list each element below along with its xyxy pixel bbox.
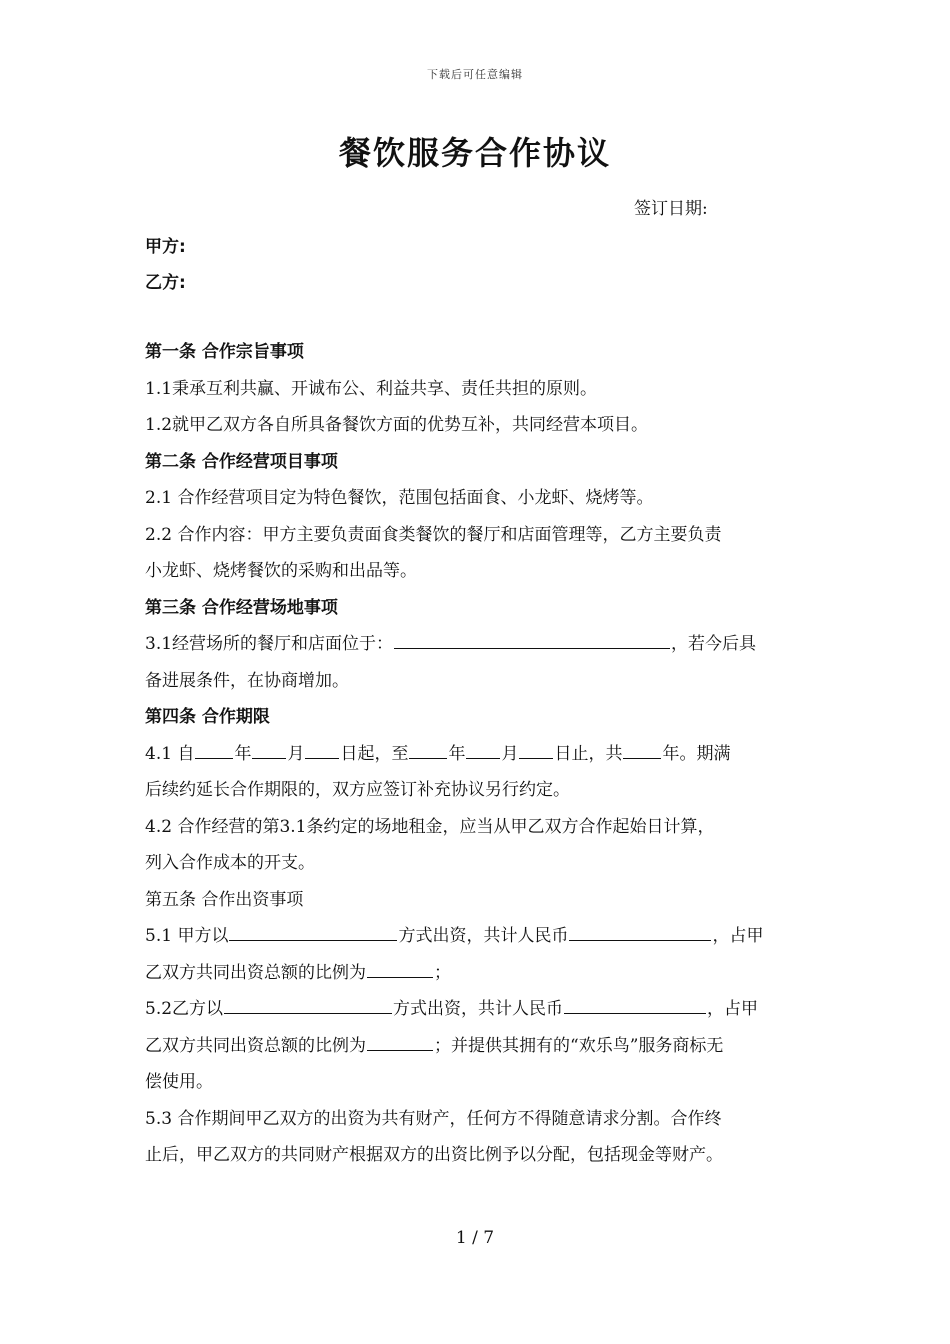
clause-2-2-line-1: 2.2 合作内容：甲方主要负责面食类餐饮的餐厅和店面管理等，乙方主要负责 — [145, 524, 722, 545]
clause-3-1-text-a: 3.1经营场所的餐厅和店面位于： — [145, 634, 394, 654]
clause-2-2-line-2: 小龙虾、烧烤餐饮的采购和出品等。 — [145, 561, 417, 581]
clause-5-1-ratio-text: 乙双方共同出资总额的比例为 — [145, 962, 366, 983]
clause-5-2-text-a: 5.2乙方以 — [145, 999, 224, 1019]
day-to-label: 日止，共 — [554, 743, 623, 764]
end-day-blank[interactable] — [519, 741, 553, 759]
clause-4-2-line-2: 列入合作成本的开支。 — [145, 853, 315, 873]
years-end-label: 年。期满 — [662, 743, 731, 764]
clause-5-2-text-b: 方式出资，共计人民币 — [393, 999, 564, 1019]
sign-date-label: 签订日期: — [634, 199, 708, 219]
party-b-method-blank[interactable] — [224, 996, 392, 1014]
clause-5-2-line-3: 偿使用。 — [145, 1072, 213, 1092]
year-label: 年 — [448, 743, 466, 764]
clause-1-2: 1.2就甲乙双方各自所具备餐饮方面的优势互补，共同经营本项目。 — [145, 415, 649, 435]
end-year-blank[interactable] — [409, 741, 447, 759]
article-2-heading: 第二条 合作经营项目事项 — [145, 451, 338, 472]
clause-4-1-line-1 — [145, 736, 807, 773]
clause-5-1-line-1 — [145, 918, 807, 955]
clause-4-1-line-2: 后续约延长合作期限的，双方应签订补充协议另行约定。 — [145, 780, 570, 800]
clause-4-2-line-1: 4.2 合作经营的第3.1条约定的场地租金，应当从甲乙双方合作起始日计算， — [145, 816, 715, 837]
document-title: 餐饮服务合作协议 — [338, 134, 611, 172]
clause-5-2-ratio-text: 乙双方共同出资总额的比例为 — [145, 1035, 366, 1056]
clause-5-2-trademark-text: ；并提供其拥有的“欢乐鸟”服务商标无 — [434, 1035, 724, 1056]
party-a-amount-blank[interactable] — [569, 923, 711, 941]
clause-2-1: 2.1 合作经营项目定为特色餐饮，范围包括面食、小龙虾、烧烤等。 — [145, 488, 654, 508]
article-1-heading: 第一条 合作宗旨事项 — [145, 342, 304, 362]
clause-1-1: 1.1秉承互利共赢、开诚布公、利益共享、责任共担的原则。 — [145, 378, 598, 399]
clause-5-1-text-c: ，占甲 — [712, 926, 764, 946]
total-years-blank[interactable] — [623, 741, 661, 759]
clause-5-3-line-2: 止后，甲乙双方的共同财产根据双方的出资比例予以分配，包括现金等财产。 — [145, 1145, 723, 1165]
start-month-blank[interactable] — [252, 741, 286, 759]
article-3-heading: 第三条 合作经营场地事项 — [145, 597, 338, 618]
party-b-amount-blank[interactable] — [564, 996, 706, 1014]
month-label: 月 — [287, 743, 305, 764]
article-4-heading: 第四条 合作期限 — [145, 707, 270, 727]
clause-4-1-prefix: 4.1 自 — [145, 743, 195, 764]
party-a-method-blank[interactable] — [229, 923, 397, 941]
party-a-label: 甲方: — [145, 237, 186, 257]
clause-3-1-line-1 — [145, 626, 807, 663]
agreement-body — [145, 334, 807, 1174]
clause-5-1-text-b: 方式出资，共计人民币 — [398, 926, 569, 946]
clause-5-1-end: ； — [434, 962, 451, 983]
header-note: 下载后可任意编辑 — [427, 68, 523, 81]
start-year-blank[interactable] — [195, 741, 233, 759]
clause-3-1-line-2: 备进展条件，在协商增加。 — [145, 670, 349, 691]
clause-5-1-line-2 — [145, 955, 807, 992]
day-from-label: 日起，至 — [340, 743, 409, 764]
clause-5-2-line-2 — [145, 1028, 807, 1065]
article-5-heading: 第五条 合作出资事项 — [145, 889, 304, 910]
clause-5-2-line-1 — [145, 991, 807, 1028]
clause-3-1-text-b: ，若今后具 — [671, 634, 757, 654]
party-b-ratio-blank[interactable] — [367, 1033, 433, 1051]
clause-5-1-text-a: 5.1 甲方以 — [145, 926, 229, 946]
clause-5-3-line-1: 5.3 合作期间甲乙双方的出资为共有财产，任何方不得随意请求分割。合作终 — [145, 1108, 722, 1129]
month-label: 月 — [501, 743, 519, 764]
party-b-label: 乙方: — [145, 273, 186, 293]
party-a-ratio-blank[interactable] — [367, 960, 433, 978]
start-day-blank[interactable] — [305, 741, 339, 759]
page-number: 1 / 7 — [455, 1228, 495, 1248]
end-month-blank[interactable] — [466, 741, 500, 759]
location-blank[interactable] — [394, 631, 670, 649]
clause-5-2-text-c: ，占甲 — [707, 999, 759, 1019]
year-label: 年 — [234, 743, 252, 764]
